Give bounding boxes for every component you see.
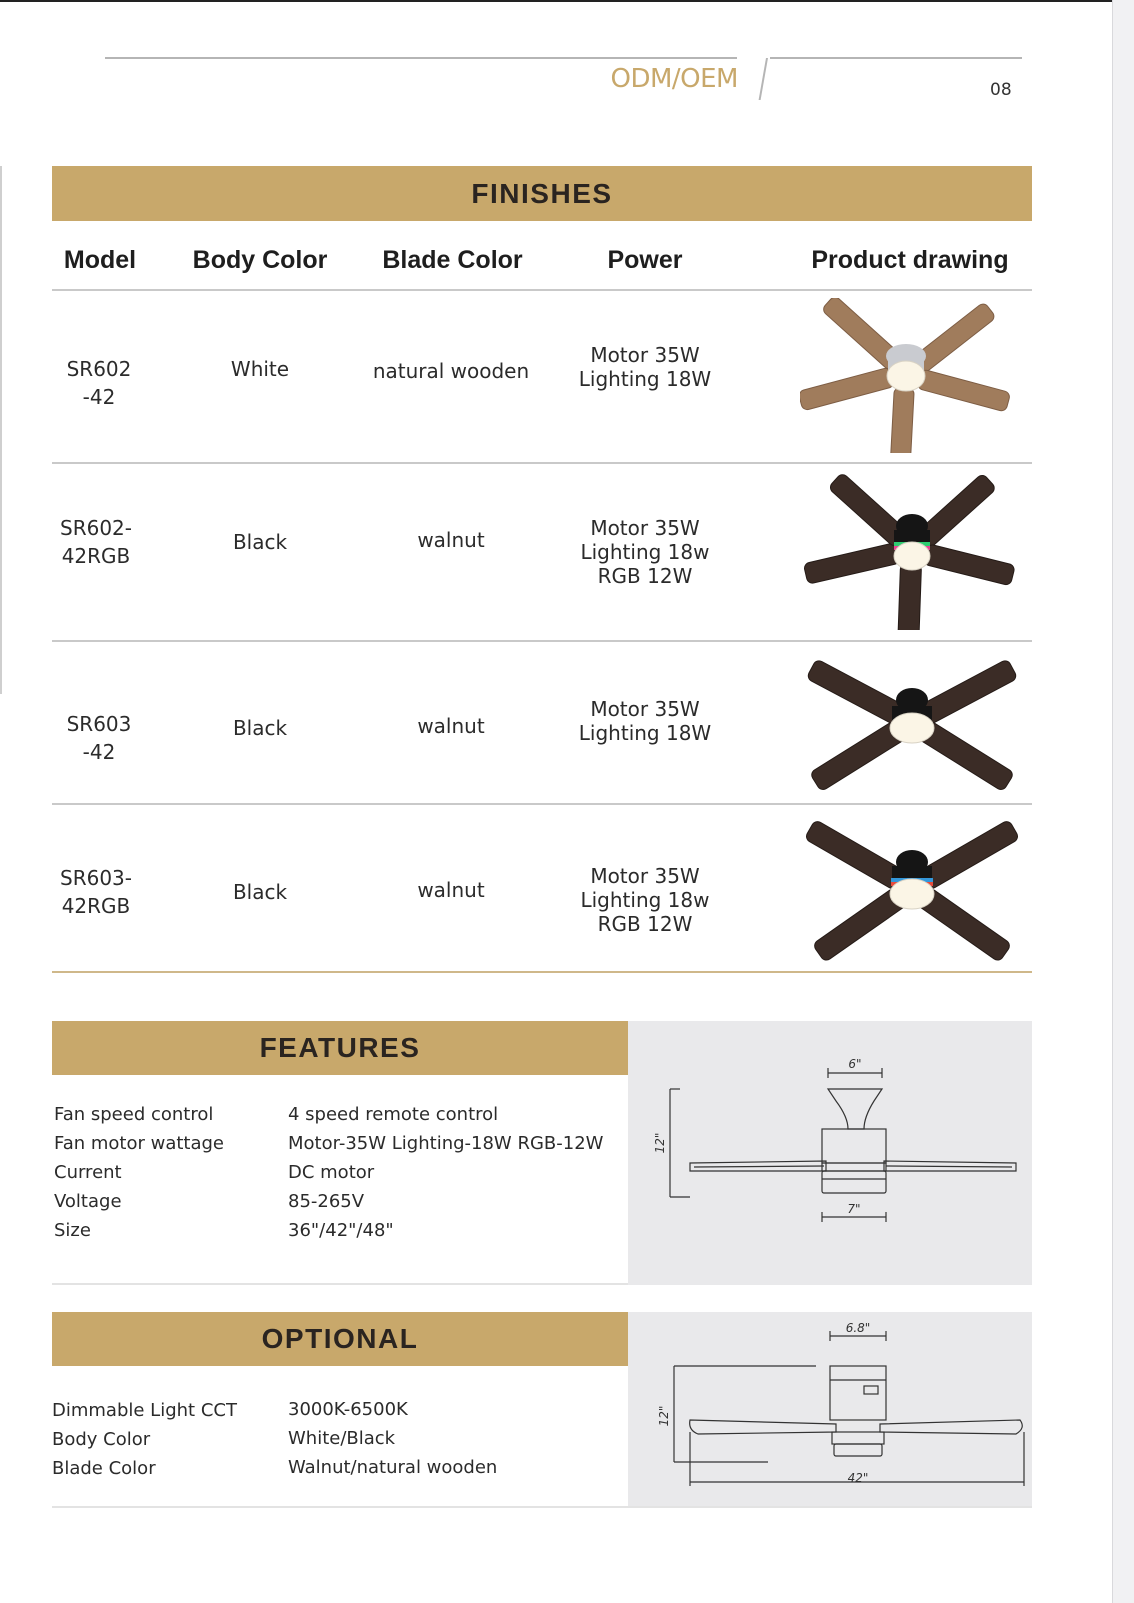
optional-title: OPTIONAL [261, 1323, 419, 1354]
feature-label-2: Fan motor wattage [54, 1133, 224, 1154]
page-top-edge [0, 0, 1134, 2]
optional-label-1: Dimmable Light CCT [52, 1400, 237, 1421]
row1-model: SR602 -42 [66, 357, 132, 409]
col-head-body-color: Body Color [192, 246, 328, 274]
row2-power: Motor 35W Lighting 18w RGB 12W [580, 516, 710, 588]
feature-label-5: Size [54, 1220, 91, 1241]
header-rule-left [105, 57, 737, 59]
header-slash [759, 58, 768, 100]
features-dim-bottom: 7" [847, 1202, 861, 1216]
optional-value-2: White/Black [288, 1428, 396, 1449]
row1-power: Motor 35W Lighting 18W [578, 343, 712, 391]
header-title: ODM/OEM [610, 64, 738, 94]
feature-value-5: 36"/42"/48" [288, 1220, 394, 1241]
page-right-edge [1112, 0, 1134, 1603]
row3-blade-color: walnut [417, 714, 485, 738]
row3-model: SR603 -42 [66, 712, 132, 764]
feature-value-1: 4 speed remote control [288, 1104, 499, 1125]
row1-body-color: White [230, 357, 290, 381]
fan-5-blade-black-rgb-icon [800, 472, 1020, 630]
row2-blade-color: walnut [417, 528, 485, 552]
col-head-power: Power [607, 246, 683, 274]
row3-rule [52, 803, 1032, 805]
fan-4-blade-black-rgb-icon [800, 812, 1020, 962]
fan-5-blade-white-natural-icon [800, 298, 1020, 453]
finishes-title: FINISHES [471, 178, 613, 209]
optional-title-bar [52, 1312, 628, 1366]
row4-model: SR603- 42RGB [60, 866, 132, 918]
table-header-rule [52, 289, 1032, 291]
finishes-bottom-rule [52, 971, 1032, 973]
col-head-blade-color: Blade Color [382, 246, 523, 274]
row1-rule [52, 462, 1032, 464]
optional-value-1: 3000K-6500K [288, 1399, 408, 1420]
optional-dim-height: 12" [657, 1405, 671, 1427]
col-head-product-drawing: Product drawing [811, 246, 1009, 274]
feature-value-3: DC motor [288, 1162, 375, 1183]
features-bottom-rule [52, 1283, 628, 1285]
fan-4-blade-black-icon [800, 652, 1020, 792]
feature-label-4: Voltage [54, 1191, 122, 1212]
row4-power: Motor 35W Lighting 18w RGB 12W [580, 864, 710, 936]
optional-label-3: Blade Color [52, 1458, 156, 1479]
features-dim-top: 6" [848, 1057, 862, 1071]
features-dimension-drawing [628, 1021, 1032, 1285]
row1-blade-color: natural wooden [372, 359, 530, 383]
optional-value-3: Walnut/natural wooden [288, 1457, 498, 1478]
col-head-model: Model [63, 246, 137, 274]
row3-body-color: Black [232, 716, 288, 740]
row3-power: Motor 35W Lighting 18W [578, 697, 712, 745]
row2-body-color: Black [232, 530, 288, 554]
page-left-mark [0, 166, 2, 694]
features-title: FEATURES [259, 1032, 421, 1063]
feature-value-2: Motor-35W Lighting-18W RGB-12W [288, 1133, 604, 1154]
row2-rule [52, 640, 1032, 642]
header-rule-right [770, 57, 1022, 59]
optional-label-2: Body Color [52, 1429, 151, 1450]
optional-dim-top: 6.8" [845, 1321, 871, 1335]
optional-dimension-drawing [628, 1312, 1032, 1508]
optional-dim-width: 42" [847, 1471, 869, 1485]
feature-label-3: Current [54, 1162, 122, 1183]
features-dim-height: 12" [653, 1132, 667, 1154]
feature-label-1: Fan speed control [54, 1104, 214, 1125]
finishes-title-bar [52, 166, 1032, 221]
features-title-bar [52, 1021, 628, 1075]
row4-blade-color: walnut [417, 878, 485, 902]
optional-bottom-rule [52, 1506, 1032, 1508]
feature-value-4: 85-265V [288, 1191, 365, 1212]
page-number: 08 [990, 80, 1012, 100]
row4-body-color: Black [232, 880, 288, 904]
row2-model: SR602- 42RGB [60, 516, 132, 568]
